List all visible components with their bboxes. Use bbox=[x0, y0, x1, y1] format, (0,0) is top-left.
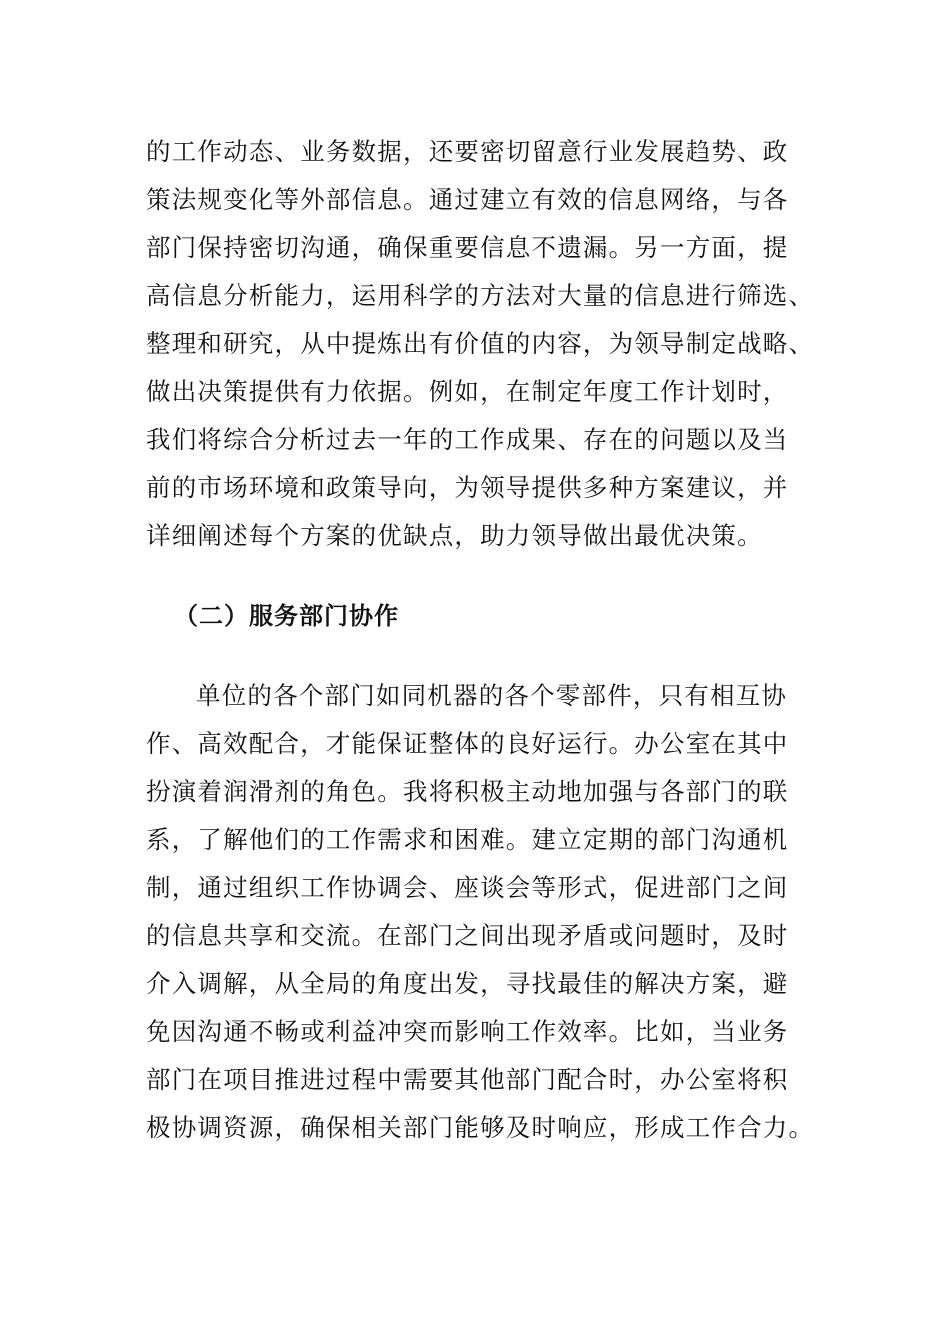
paragraph-line: 扮演着润滑剂的角色。我将积极主动地加强与各部门的联 bbox=[146, 777, 789, 806]
paragraph-line: 整理和研究，从中提炼出有价值的内容，为领导制定战略、 bbox=[146, 329, 815, 358]
paragraph-line: 前的市场环境和政策导向，为领导提供多种方案建议，并 bbox=[146, 473, 789, 502]
paragraph-department-collaboration bbox=[146, 672, 815, 1152]
paragraph-line: 作、高效配合，才能保证整体的良好运行。办公室在其中 bbox=[146, 729, 789, 758]
paragraph-line: 单位的各个部门如同机器的各个零部件，只有相互协 bbox=[196, 681, 788, 710]
paragraph-line: 部门保持密切沟通，确保重要信息不遗漏。另一方面，提 bbox=[146, 233, 789, 262]
paragraph-line: 详细阐述每个方案的优缺点，助力领导做出最优决策。 bbox=[146, 521, 763, 550]
paragraph-information-analysis bbox=[146, 128, 815, 560]
spacer bbox=[146, 640, 806, 672]
paragraph-line: 做出决策提供有力依据。例如，在制定年度工作计划时， bbox=[146, 377, 789, 406]
document-body bbox=[146, 128, 815, 1152]
paragraph-line: 的工作动态、业务数据，还要密切留意行业发展趋势、政 bbox=[146, 137, 789, 166]
paragraph-line: 极协调资源，确保相关部门能够及时响应，形成工作合力。 bbox=[146, 1113, 815, 1142]
paragraph-line: 系，了解他们的工作需求和困难。建立定期的部门沟通机 bbox=[146, 825, 789, 854]
spacer bbox=[146, 560, 806, 592]
paragraph-line: 的信息共享和交流。在部门之间出现矛盾或问题时，及时 bbox=[146, 921, 789, 950]
paragraph-line: 部门在项目推进过程中需要其他部门配合时，办公室将积 bbox=[146, 1065, 789, 1094]
paragraph-line: 高信息分析能力，运用科学的方法对大量的信息进行筛选、 bbox=[146, 281, 815, 310]
paragraph-line: 介入调解，从全局的角度出发，寻找最佳的解决方案，避 bbox=[146, 969, 789, 998]
paragraph-line: 策法规变化等外部信息。通过建立有效的信息网络，与各 bbox=[146, 185, 789, 214]
paragraph-line: 我们将综合分析过去一年的工作成果、存在的问题以及当 bbox=[146, 425, 789, 454]
paragraph-line: 制，通过组织工作协调会、座谈会等形式，促进部门之间 bbox=[146, 873, 789, 902]
section-heading: （二）服务部门协作 bbox=[174, 602, 399, 630]
paragraph-line: 免因沟通不畅或利益冲突而影响工作效率。比如，当业务 bbox=[146, 1017, 789, 1046]
